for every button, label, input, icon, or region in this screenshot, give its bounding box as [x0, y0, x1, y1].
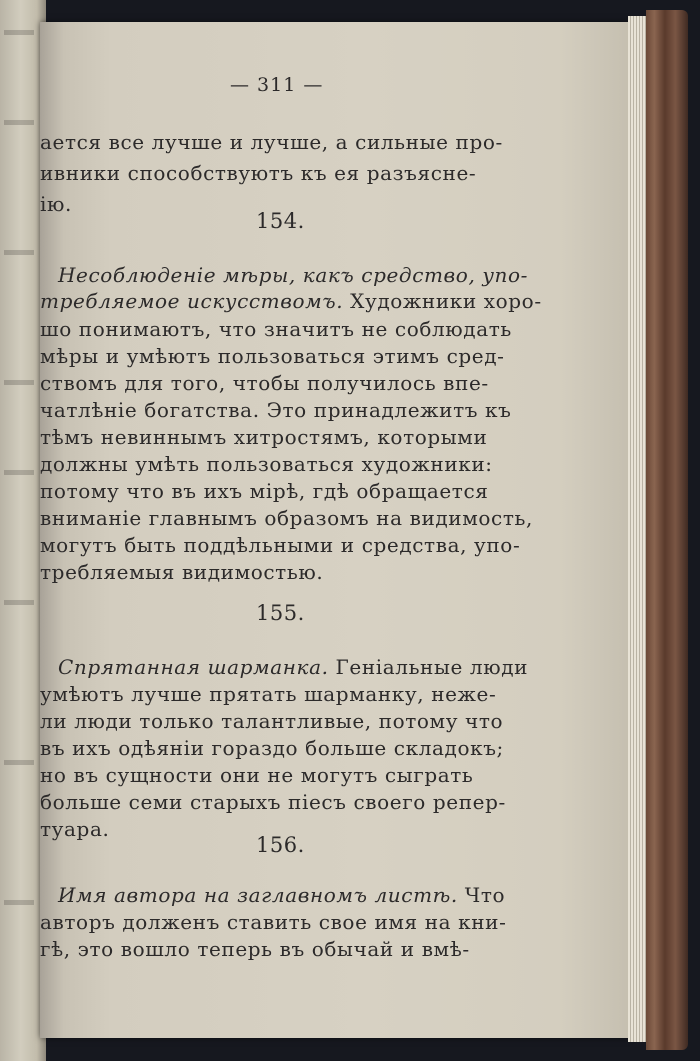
- section-title-155: Спрятанная шарманка.: [58, 655, 329, 679]
- text-line: ивники способствуютъ къ ея разъясне-: [40, 161, 477, 185]
- text-line: должны умѣть пользоваться художники:: [40, 452, 493, 476]
- section-title-156: Имя автора на заглавномъ листѣ.: [58, 883, 458, 907]
- text-line: тѣмъ невиннымъ хитростямъ, которыми: [40, 425, 488, 449]
- section-number-156: 156.: [256, 833, 305, 857]
- text-line: вниманіе главнымъ образомъ на видимость,: [40, 506, 533, 530]
- text-line: ли люди только талантливые, потому что: [40, 709, 504, 733]
- text-line: Художники хоро-: [343, 289, 542, 313]
- text-line: авторъ долженъ ставить свое имя на кни-: [40, 910, 507, 934]
- text-line: умѣютъ лучше прятать шарманку, нежe-: [40, 682, 497, 706]
- section-number-155: 155.: [256, 601, 305, 625]
- text-line: но въ сущности они не могутъ сыграть: [40, 763, 474, 787]
- text-line: ствомъ для того, чтобы получилось впе-: [40, 371, 489, 395]
- section-title-154: Несоблюденіе мѣры, какъ средство, упо-: [58, 263, 529, 287]
- text-line: шо понимаютъ, что значитъ не соблюдать: [40, 317, 512, 341]
- text-line: потому что въ ихъ мірѣ, гдѣ обращается: [40, 479, 489, 503]
- section-156-first-line: [58, 883, 505, 907]
- text-line: въ ихъ одѣяніи гораздо больше складокъ;: [40, 736, 504, 760]
- text-line: могутъ быть поддѣльными и средства, упо-: [40, 533, 521, 557]
- text-line: ію.: [40, 192, 72, 216]
- page-number: — 311 —: [230, 74, 324, 96]
- text-line: требляемыя видимостью.: [40, 560, 324, 584]
- text-line: больше семи старыхъ пiесъ своего репер-: [40, 790, 506, 814]
- section-title-154-cont: [40, 289, 542, 313]
- text-line: гѣ, это вошло теперь въ обычай и вмѣ-: [40, 937, 470, 961]
- section-number-154: 154.: [256, 209, 305, 233]
- text-line: туара.: [40, 817, 110, 841]
- section-title-154-cont-italic: требляемое искусствомъ.: [40, 289, 344, 313]
- text-line: ается все лучше и лучше, а сильные про-: [40, 130, 503, 154]
- text-line: мѣры и умѣютъ пользоваться этимъ сред-: [40, 344, 505, 368]
- section-155-first-line: [58, 655, 528, 679]
- text-line: Геніальные люди: [328, 655, 529, 679]
- text-line: чатлѣніе богатства. Это принадлежитъ къ: [40, 398, 512, 422]
- text-line: Что: [457, 883, 506, 907]
